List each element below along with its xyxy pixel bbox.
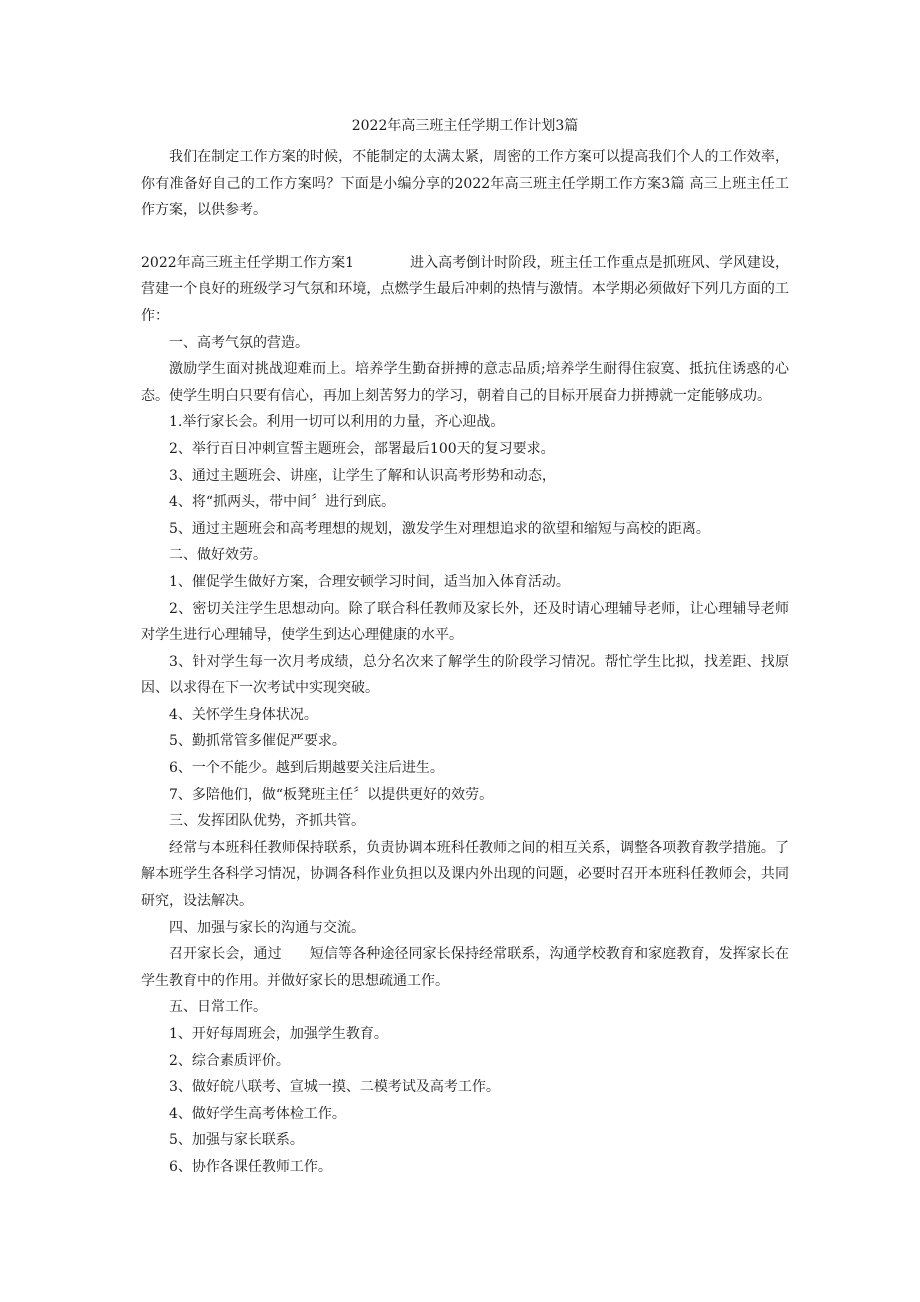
document-title: 2022年高三班主任学期工作计划3篇 <box>351 118 579 134</box>
list-item: 2、密切关注学生思想动向。除了联合科任教师及家长外，还及时请心理辅导老师，让心理辅导老师对学生进行心理辅导，使学生到达心理健康的水平。 <box>141 600 789 644</box>
plan1-paragraph <box>141 250 789 330</box>
list-item: 3、针对学生每一次月考成绩，总分名次来了解学生的阶段学习情况。帮忙学生比拟，找差距、找原因、以求得在下一次考试中实现突破。 <box>141 653 789 697</box>
document-page <box>141 112 789 1181</box>
list-item: 4、将“抓两头，带中间〞进行到底。 <box>169 494 396 511</box>
list-item: 1、开好每周班会，加强学生教育。 <box>169 1026 388 1042</box>
list-item: 5、加强与家长联系。 <box>169 1132 304 1149</box>
body-paragraph: 经常与本班科任教师保持联系，负责协调本班科任教师之间的相互关系，调整各项教育教学措施。了解本班学生各科学习情况，协调各科作业负担以及课内外出现的问题，必要时召开本班科任教师会，共同研究，设法解决。 <box>141 839 789 910</box>
section-heading: 四、加强与家长的沟通与交流。 <box>169 919 365 936</box>
list-item: 2、综合素质评价。 <box>169 1052 290 1069</box>
section-heading: 三、发挥团队优势，齐抓共管。 <box>169 813 365 830</box>
section-heading: 五、日常工作。 <box>169 999 267 1016</box>
list-item: 1、催促学生做好方案，合理安顿学习时间，适当加入体育活动。 <box>169 573 570 590</box>
section-gap <box>141 224 789 250</box>
list-item: 4、做好学生高考体检工作。 <box>169 1105 346 1122</box>
plan1-intro: 进入高考倒计时阶段，班主任工作重点是抓班风、学风建设，营建一个良好的班级学习气氛和环境，点燃学生最后冲刺的热情与激情。本学期必须做好下列几方面的工作： <box>141 254 789 324</box>
list-item: 5、勤抓常管多催促严要求。 <box>169 733 346 750</box>
section-heading: 一、高考气氛的营造。 <box>169 334 309 351</box>
list-item: 3、做好皖八联考、宣城一摸、二模考试及高考工作。 <box>169 1079 500 1096</box>
intro-paragraph: 我们在制定工作方案的时候，不能制定的太满太紧，周密的工作方案可以提高我们个人的工作效率，你有准备好自己的工作方案吗？下面是小编分享的2022年高三班主任学期工作方案3篇 高三上班主任工作方案，以供参考。 <box>141 149 789 219</box>
list-item: 3、通过主题班会、讲座，让学生了解和认识高考形势和动态， <box>169 467 556 484</box>
list-item: 7、多陪他们，做“板凳班主任〞以提供更好的效劳。 <box>169 786 494 803</box>
body-paragraph: 激励学生面对挑战迎难而上。培养学生勤奋拼搏的意志品质;培养学生耐得住寂寞、抵抗住诱惑的心态。使学生明白只要有信心，再加上刻苦努力的学习，朝着自己的目标开展奋力拼搏就一定能够成功。 <box>141 361 789 404</box>
list-item: 6、一个不能少。越到后期越要关注后进生。 <box>169 760 444 777</box>
body-paragraph: 召开家长会，通过 短信等各种途径同家长保持经常联系，沟通学校教育和家庭教育，发挥家长在学生教育中的作用。并做好家长的思想疏通工作。 <box>141 946 789 989</box>
list-item: 6、协作各课任教师工作。 <box>169 1158 332 1175</box>
list-item: 2、举行百日冲刺宣誓主题班会，部署最后100天的复习要求。 <box>169 440 555 457</box>
list-item: 4、关怀学生身体状况。 <box>169 706 318 723</box>
plan1-heading: 2022年高三班主任学期工作方案1 <box>141 254 355 271</box>
list-item: 5、通过主题班会和高考理想的规划，激发学生对理想追求的欲望和缩短与高校的距离。 <box>169 520 710 537</box>
section-heading: 二、做好效劳。 <box>169 547 267 564</box>
list-item: 1.举行家长会。利用一切可以利用的力量，齐心迎战。 <box>169 414 505 431</box>
